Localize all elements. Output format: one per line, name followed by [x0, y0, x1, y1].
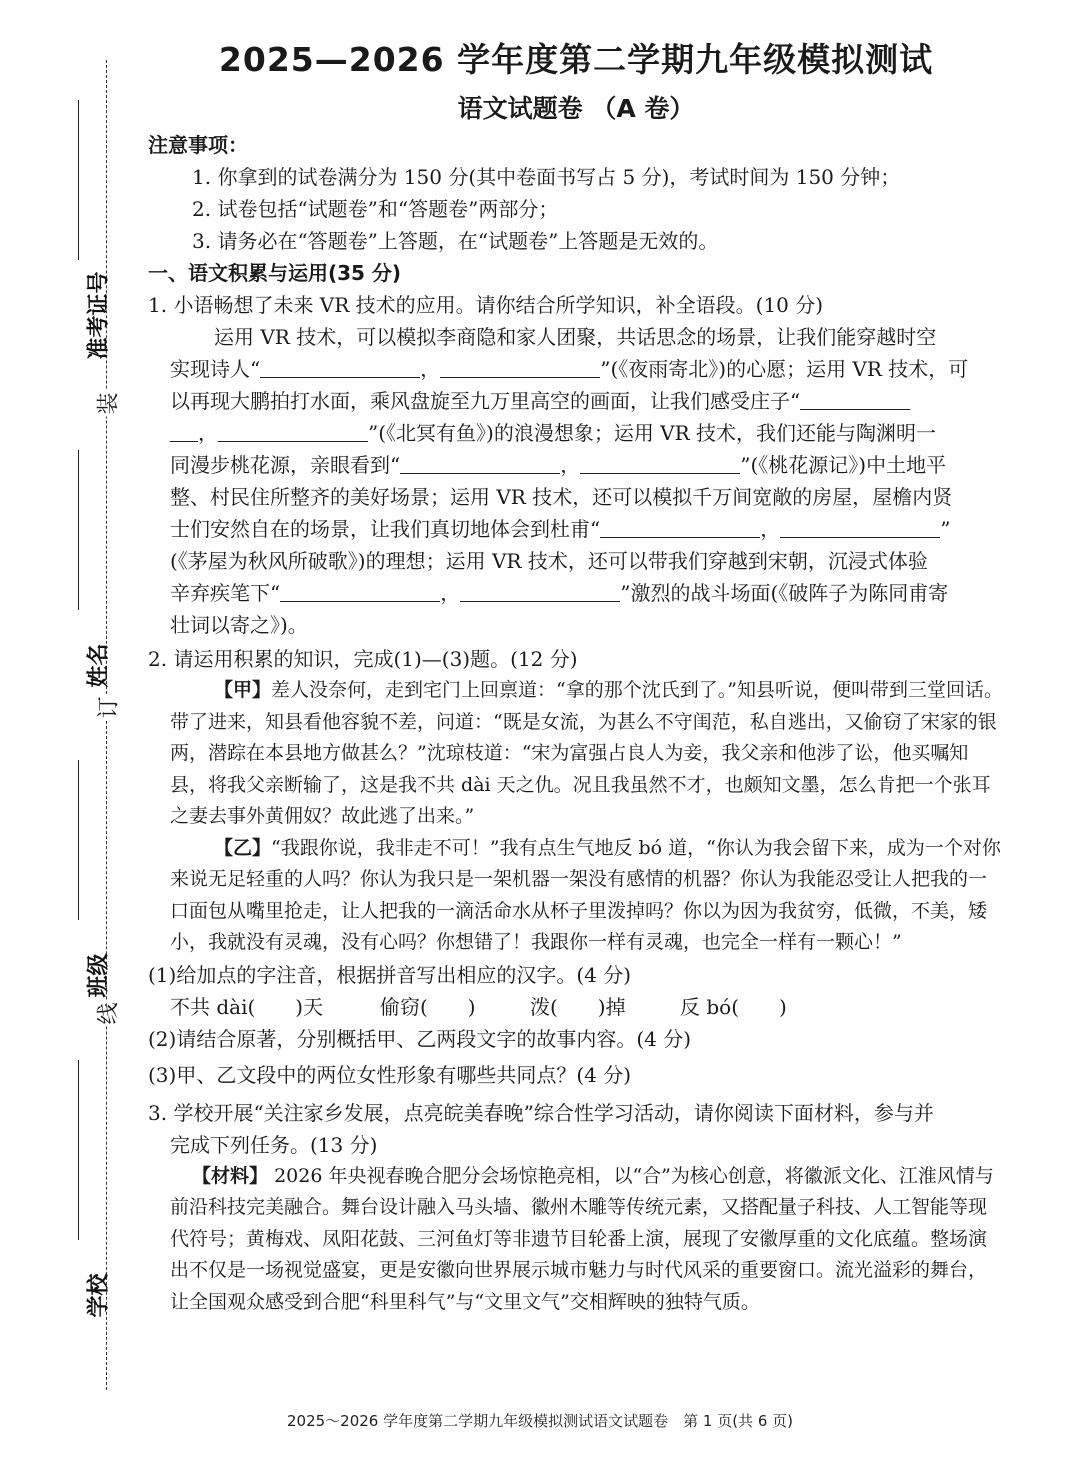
answer-blank[interactable] — [260, 355, 420, 378]
passage-yi — [148, 833, 1004, 959]
class-field — [48, 920, 112, 1020]
material-text: 2026 年央视春晚合肥分会场惊艳亮相，以“合”为核心创意，将徽派文化、江淮风情与前沿科技完美融合。舞台设计融入马头墙、徽州木雕等传统元素，又搭配量子科技、人工智能等现代符号；黄梅戏、凤阳花鼓、三河鱼灯等非遗节目轮番上演，展现了安徽厚重的文化底蕴。整场演出不仅是一场视觉盛宴，更是安徽向世界展示城市魅力与时代风采的重要窗口。流光溢彩的舞台，让全国观众感受到合肥“科里科气”与“文里文气”交相辉映的独特气质。 — [170, 1164, 994, 1313]
answer-blank[interactable] — [800, 387, 910, 410]
school-blank[interactable] — [48, 1060, 88, 1240]
binding-margin — [0, 0, 130, 1462]
school-label: 学校 — [86, 1273, 112, 1318]
question-1-stem: 1. 小语畅想了未来 VR 技术的应用。请你结合所学知识，补全语段。(10 分) — [148, 293, 824, 317]
passage-jia-label: 【甲】 — [214, 679, 272, 701]
notice-item: 2. 试卷包括“试题卷”和“答题卷”两部分； — [192, 197, 559, 221]
q1-line: ， ”(《北冥有鱼》)的浪漫想象；运用 VR 技术，我们还能与陶渊明一 — [148, 417, 1004, 449]
q1-line: 运用 VR 技术，可以模拟李商隐和家人团聚，共话思念的场景，让我们能穿越时空 — [214, 325, 937, 349]
q2-sub3: (3)甲、乙文段中的两位女性形象有哪些共同点？(4 分) — [148, 1062, 632, 1087]
question-3-stem: 3. 学校开展“关注家乡发展，点亮皖美春晚”综合性学习活动，请你阅读下面材料，参与并 — [148, 1100, 934, 1125]
answer-blank[interactable] — [400, 451, 560, 474]
pinyin-item: 不共 dài( )天 — [170, 994, 324, 1019]
page-footer: 2025～2026 学年度第二学期九年级模拟测试语文试题卷 第 1 页(共 6 页) — [287, 1412, 793, 1430]
binding-dashed-line — [106, 60, 107, 1390]
material-label: 【材料】 — [192, 1164, 269, 1187]
name-blank[interactable] — [48, 450, 88, 610]
q2-sub1: (1)给加点的字注音，根据拼音写出相应的汉字。(4 分) — [148, 962, 632, 987]
exam-number-label: 准考证号 — [86, 271, 112, 360]
question-3-stem-cont: 完成下列任务。(13 分) — [170, 1132, 378, 1157]
q1-line: 壮词以寄之》)。 — [170, 613, 308, 637]
passage-yi-label: 【乙】 — [214, 836, 272, 859]
answer-blank[interactable] — [170, 419, 198, 442]
q1-line: 辛弃疾笔下“ ， ”激烈的战斗场面(《破阵子为陈同甫寄 — [170, 581, 949, 605]
exam-number-blank[interactable] — [48, 100, 88, 260]
exam-page — [148, 34, 1004, 1318]
answer-blank[interactable] — [460, 579, 620, 602]
notice-item: 1. 你拿到的试卷满分为 150 分(其中卷面书写占 5 分)，考试时间为 150 分钟； — [192, 165, 901, 189]
pinyin-item: 反 bó( ) — [680, 994, 787, 1019]
answer-blank[interactable] — [218, 419, 368, 442]
q1-line: 整、村民住所整齐的美好场景；运用 VR 技术，还可以模拟千万间宽敞的房屋，屋檐内贤 — [170, 485, 953, 509]
school-field — [48, 1240, 112, 1340]
page-subtitle: 语文试题卷 （A 卷） — [457, 94, 695, 123]
page-title: 2025—2026 学年度第二学期九年级模拟测试 — [218, 40, 934, 79]
q1-line: (《茅屋为秋风所破歌》)的理想；运用 VR 技术，还可以带我们穿越到宋朝，沉浸式体验 — [170, 549, 928, 573]
answer-blank[interactable] — [600, 515, 760, 538]
passage-jia-text: 差人没奈何，走到宅门上回禀道：“拿的那个沈氏到了。”知县听说，便叫带到三堂回话。带了进来，知县看他容貌不差，问道：“既是女流，为甚么不守闺范，私自逃出，又偷窃了宋家的银两，潜踪在本县地方做甚么？”沈琼枝道：“宋为富强占良人为妾，我父亲和他涉了讼，他买嘱知县，将我父亲断输了，这是我不共 dài 天之仇。况且我虽然不才，也颇知文墨，怎么肯把一个张耳之妻去事外黄佣奴？故此逃了出来。” — [170, 679, 1003, 827]
seal-char-ding: 订 — [92, 695, 123, 721]
q1-line: 实现诗人“ ， ”(《夜雨寄北》)的心愿；运用 VR 技术，可 — [170, 357, 969, 381]
section-heading: 一、语文积累与运用(35 分) — [148, 261, 402, 285]
name-label: 姓名 — [86, 643, 112, 688]
pinyin-item: 泼( )掉 — [530, 994, 626, 1019]
notice-item: 3. 请务必在“答题卷”上答题，在“试题卷”上答题是无效的。 — [192, 229, 719, 253]
answer-blank[interactable] — [780, 515, 940, 538]
q2-sub1-items — [148, 991, 1004, 1023]
seal-char-zhuang: 装 — [92, 391, 123, 417]
q1-line: 士们安然自在的场景，让我们真切地体会到杜甫“ ， ” — [170, 517, 951, 541]
q1-line: 同漫步桃花源，亲眼看到“ ， ”(《桃花源记》)中土地平 — [170, 453, 947, 477]
q1-line: 以再现大鹏拍打水面，乘风盘旋至九万里高空的画面，让我们感受庄子“ — [148, 385, 1004, 417]
class-label: 班级 — [86, 953, 112, 998]
passage-jia — [148, 675, 1004, 833]
q2-sub2: (2)请结合原著，分别概括甲、乙两段文字的故事内容。(4 分) — [148, 1026, 692, 1051]
answer-blank[interactable] — [440, 355, 600, 378]
class-blank[interactable] — [48, 760, 88, 920]
passage-yi-text: “我跟你说，我非走不可！”我有点生气地反 bó 道，“你认为我会留下来，成为一个对你来说无足轻重的人吗？你认为我只是一架机器一架没有感情的机器？你认为我能忍受让人把我的一口面包从嘴里抢走，让人把我的一滴活命水从杯子里泼掉吗？你以为因为我贫穷，低微，不美，矮小，我就没有灵魂，没有心吗？你想错了！我跟你一样有灵魂，也完全一样有一颗心！” — [170, 836, 1001, 953]
exam-number-field — [48, 250, 112, 400]
pinyin-item: 偷窃( ) — [380, 994, 476, 1019]
notice-heading: 注意事项： — [148, 133, 248, 157]
seal-char-xian: 线 — [92, 1001, 123, 1027]
question-2-stem: 2. 请运用积累的知识，完成(1)—(3)题。(12 分) — [148, 647, 578, 671]
name-field — [48, 610, 112, 710]
answer-blank[interactable] — [280, 579, 440, 602]
material-passage — [148, 1161, 1004, 1319]
answer-blank[interactable] — [580, 451, 740, 474]
